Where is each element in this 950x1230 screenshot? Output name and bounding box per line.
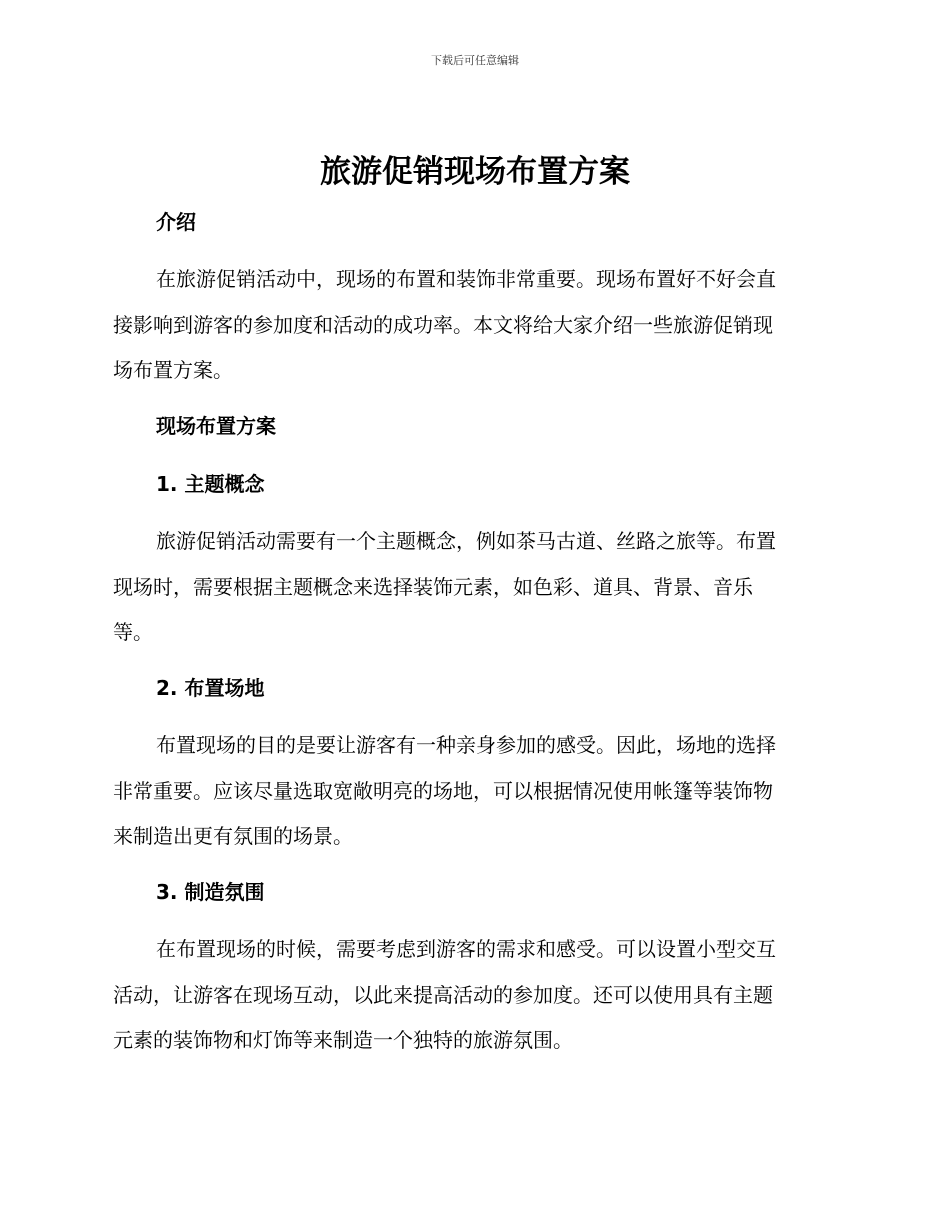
document-title: 旅游促销现场布置方案 [320,154,630,190]
paragraph-line: 来制造出更有氛围的场景。 [113,824,353,848]
paragraph-line: 非常重要。应该尽量选取宽敞明亮的场地，可以根据情况使用帐篷等装饰物 [113,779,773,803]
header-note: 下载后可任意编辑 [431,54,519,67]
paragraph-line: 场布置方案。 [113,358,233,382]
paragraph-line: 在布置现场的时候，需要考虑到游客的需求和感受。可以设置小型交互 [156,937,776,961]
section-heading-atmosphere: 3. 制造氛围 [156,880,265,904]
paragraph-line: 接影响到游客的参加度和活动的成功率。本文将给大家介绍一些旅游促销现 [113,313,773,337]
section-heading-theme: 1. 主题概念 [156,472,265,496]
section-heading-venue: 2. 布置场地 [156,676,265,700]
paragraph-line: 在旅游促销活动中，现场的布置和装饰非常重要。现场布置好不好会直 [156,267,776,291]
paragraph-line: 活动，让游客在现场互动，以此来提高活动的参加度。还可以使用具有主题 [113,983,773,1007]
section-heading-intro: 介绍 [156,210,196,234]
section-heading-plan: 现场布置方案 [156,414,276,438]
paragraph-line: 现场时，需要根据主题概念来选择装饰元素，如色彩、道具、背景、音乐 [113,575,753,599]
paragraph-line: 布置现场的目的是要让游客有一种亲身参加的感受。因此，场地的选择 [156,733,776,757]
paragraph-line: 元素的装饰物和灯饰等来制造一个独特的旅游氛围。 [113,1028,573,1052]
paragraph-line: 旅游促销活动需要有一个主题概念，例如茶马古道、丝路之旅等。布置 [156,529,776,553]
paragraph-line: 等。 [113,620,153,644]
